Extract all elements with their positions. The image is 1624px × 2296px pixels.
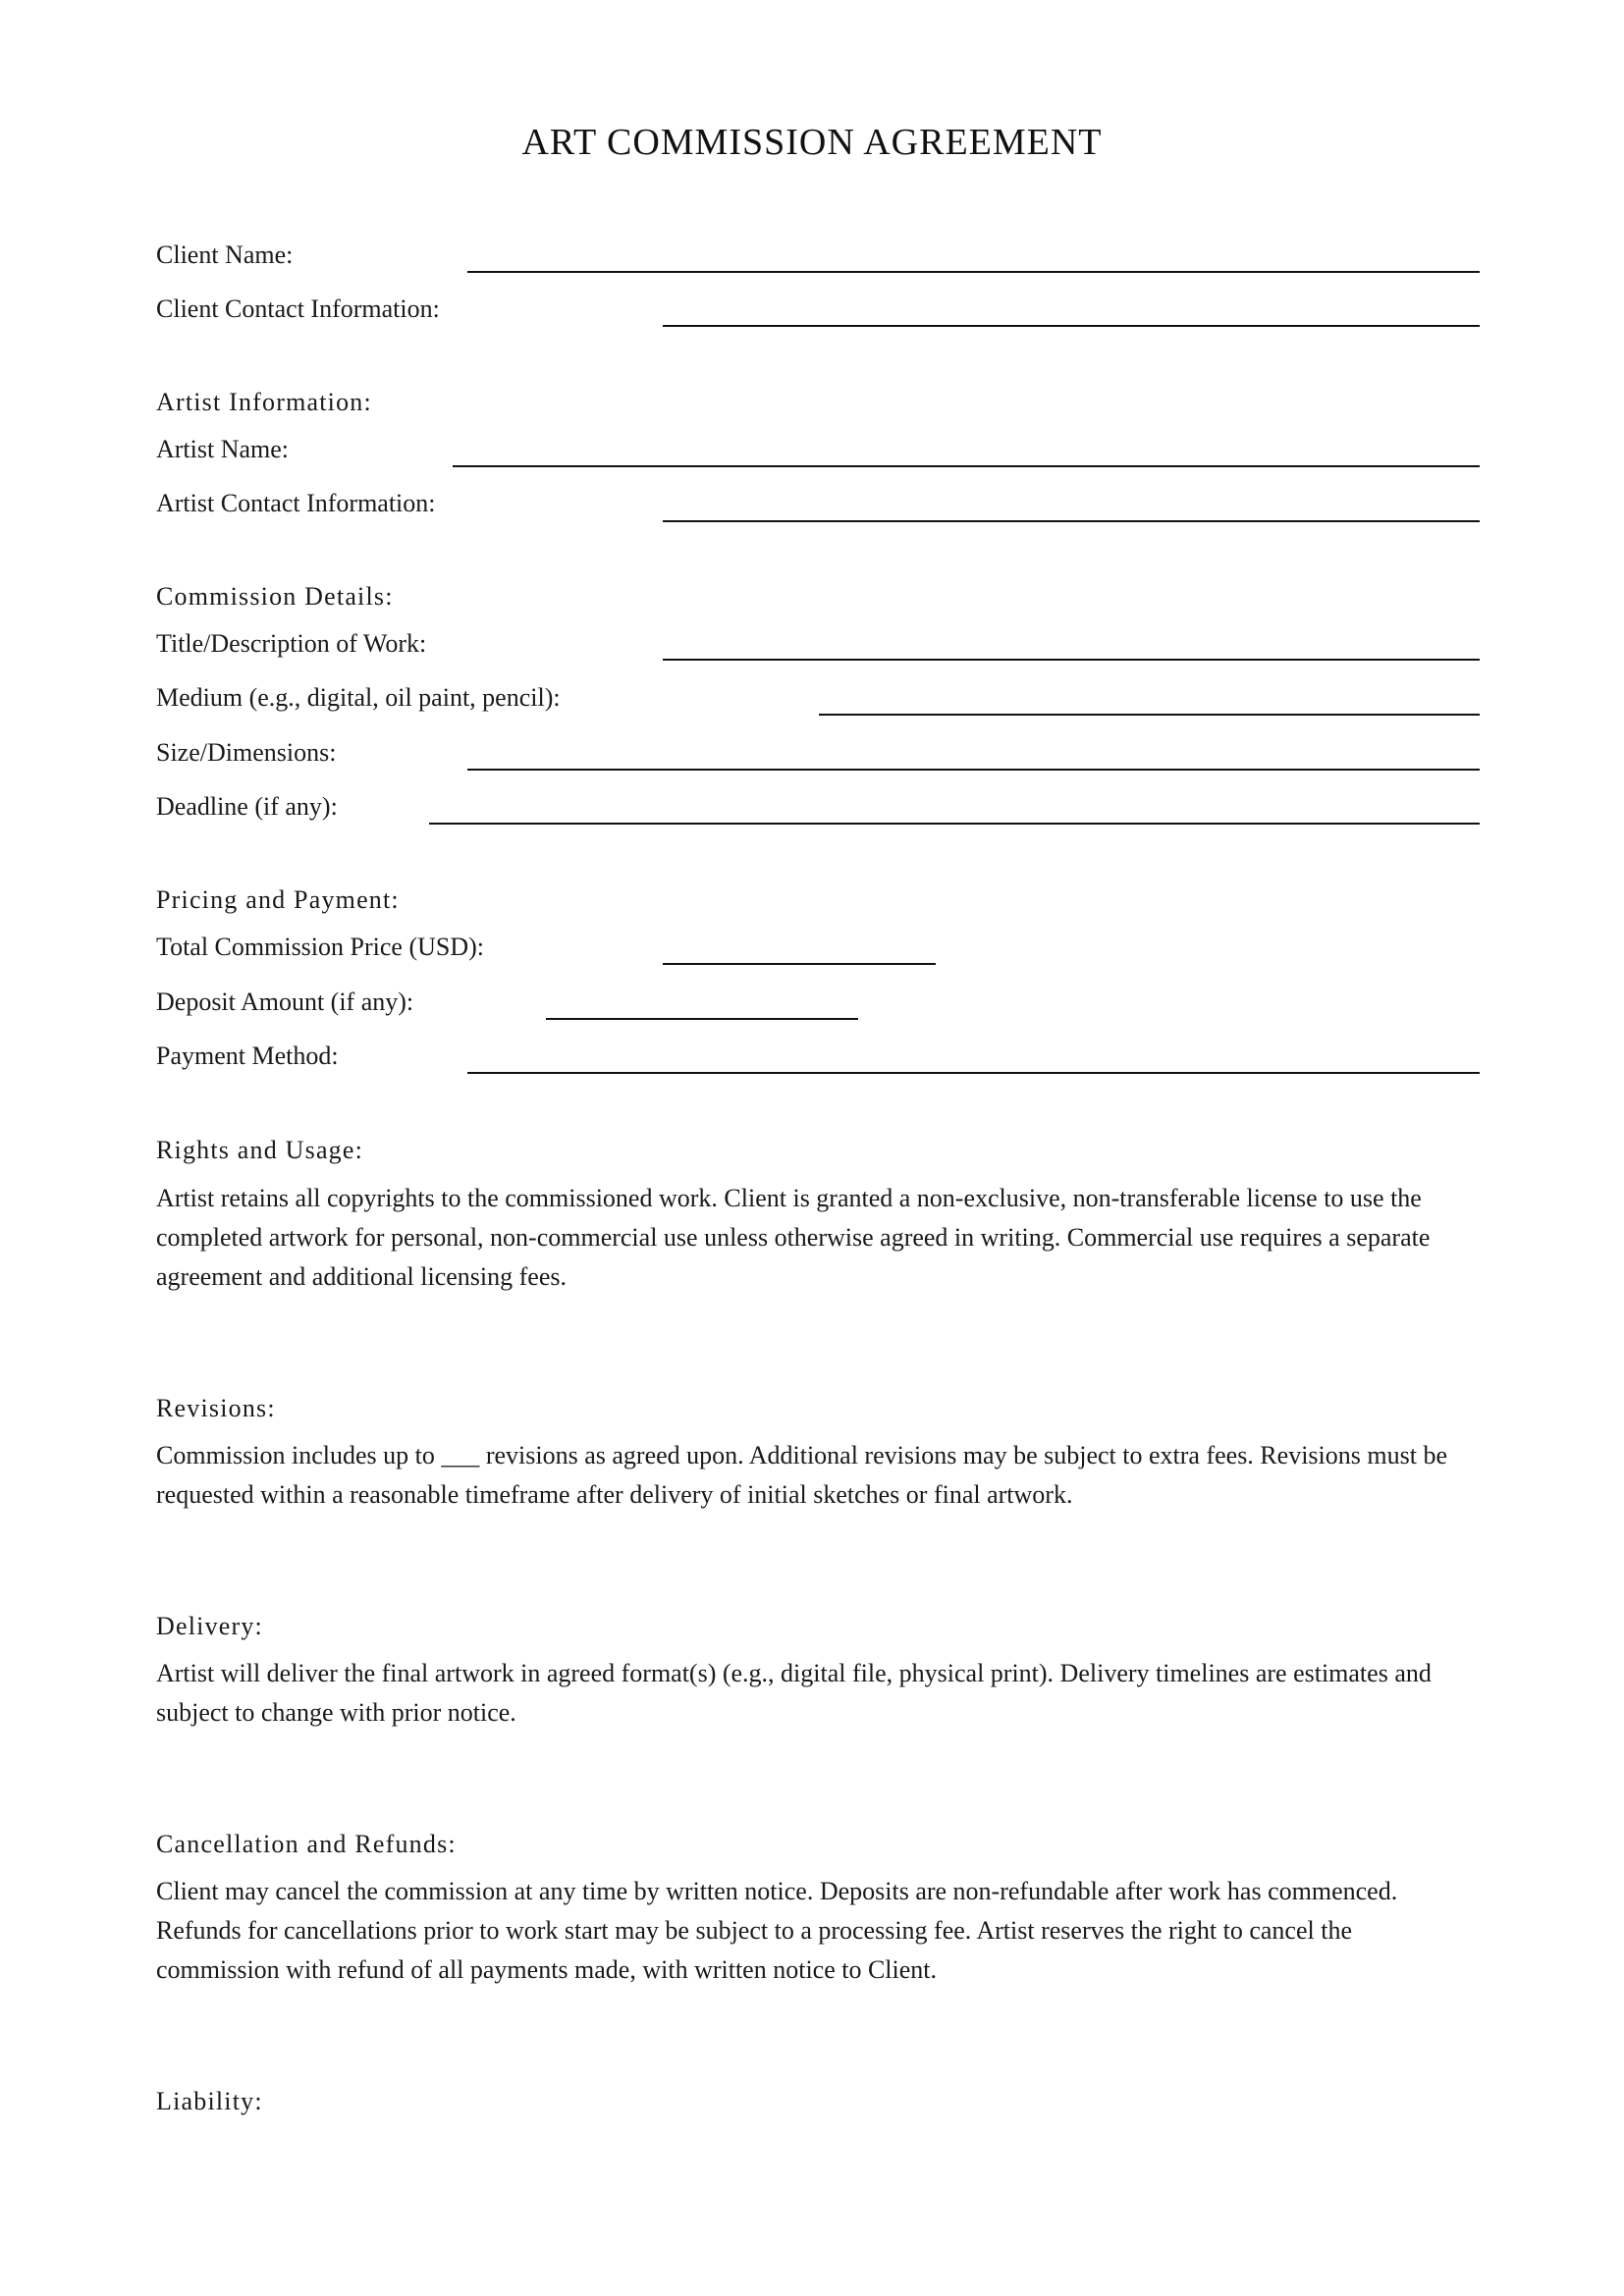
client-contact-field[interactable]: [663, 325, 1480, 327]
artist-name-label: Artist Name:: [156, 435, 290, 463]
cancellation-paragraph: Client may cancel the commission at any time by written notice. Deposits are non-refundable after work has commenced. Refunds for cancellations prior to work start may be subject to a processing fee. Artist reserves the right to cancel the commission with refund of all payments made, with written notice to Client.: [156, 1877, 1398, 1984]
artist-contact-label: Artist Contact Information:: [156, 489, 436, 517]
size-field[interactable]: [467, 769, 1480, 771]
commission-details-heading: Commission Details:: [156, 582, 394, 611]
payment-method-field[interactable]: [467, 1072, 1480, 1074]
deadline-field[interactable]: [429, 823, 1480, 825]
revisions-paragraph: Commission includes up to ___ revisions as agreed upon. Additional revisions may be subject to extra fees. Revisions must be requested within a reasonable timeframe after delivery of initial sketches or final artwork.: [156, 1441, 1447, 1509]
medium-label: Medium (e.g., digital, oil paint, pencil):: [156, 683, 561, 712]
delivery-paragraph: Artist will deliver the final artwork in agreed format(s) (e.g., digital file, physical print). Delivery timelines are estimates and subject to change with prior notice.: [156, 1659, 1432, 1727]
deposit-label: Deposit Amount (if any):: [156, 988, 414, 1016]
artist-contact-field[interactable]: [663, 520, 1480, 522]
liability-heading: Liability:: [156, 2087, 263, 2115]
artist-name-field[interactable]: [453, 465, 1480, 467]
artist-info-heading: Artist Information:: [156, 388, 372, 416]
work-title-label: Title/Description of Work:: [156, 629, 427, 658]
total-price-label: Total Commission Price (USD):: [156, 933, 485, 961]
rights-heading: Rights and Usage:: [156, 1136, 364, 1164]
client-contact-label: Client Contact Information:: [156, 294, 440, 323]
revisions-heading: Revisions:: [156, 1394, 276, 1422]
deadline-label: Deadline (if any):: [156, 792, 338, 821]
total-price-field[interactable]: [663, 963, 936, 965]
client-name-label: Client Name:: [156, 240, 294, 269]
work-title-field[interactable]: [663, 659, 1480, 661]
document-title: ART COMMISSION AGREEMENT: [521, 122, 1103, 163]
rights-paragraph: Artist retains all copyrights to the commissioned work. Client is granted a non-exclusive, non-transferable license to use the completed artwork for personal, non-commercial use unless otherwise agreed in writing. Commercial use requires a separate agreement and additional licensing fees.: [156, 1184, 1431, 1291]
deposit-field[interactable]: [546, 1018, 858, 1020]
client-name-field[interactable]: [467, 271, 1480, 273]
pricing-heading: Pricing and Payment:: [156, 885, 400, 914]
size-label: Size/Dimensions:: [156, 738, 337, 767]
cancellation-heading: Cancellation and Refunds:: [156, 1830, 457, 1858]
payment-method-label: Payment Method:: [156, 1041, 339, 1070]
medium-field[interactable]: [819, 714, 1480, 716]
delivery-heading: Delivery:: [156, 1612, 263, 1640]
